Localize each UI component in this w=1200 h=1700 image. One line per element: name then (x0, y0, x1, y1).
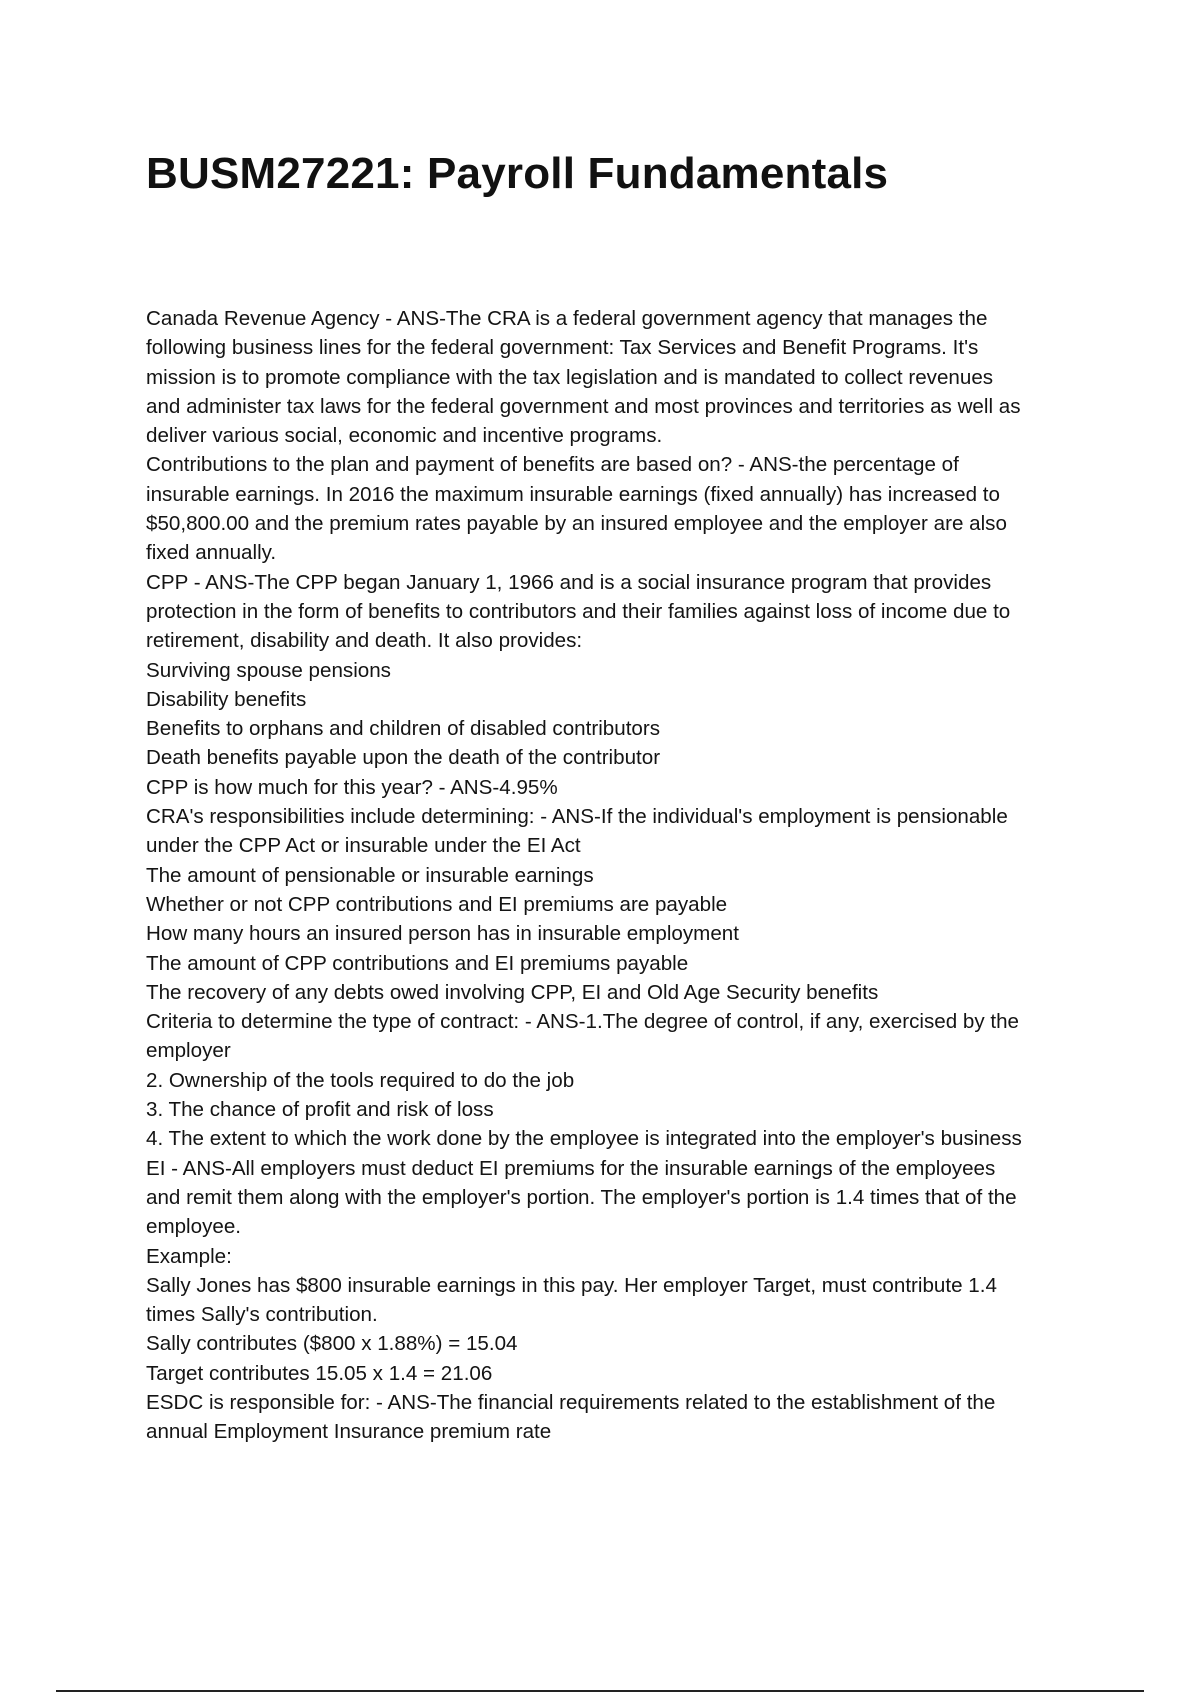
text-line: Target contributes 15.05 x 1.4 = 21.06 (146, 1361, 493, 1385)
text-line: $50,800.00 and the premium rates payable by an insured employee and the employer are also (146, 512, 1007, 536)
text-line: following business lines for the federal government: Tax Services and Benefit Programs. It's (146, 336, 979, 360)
text-line: ESDC is responsible for: - ANS-The financial requirements related to the establishment of the (146, 1390, 996, 1414)
text-line: under the CPP Act or insurable under the EI Act (146, 834, 581, 858)
text-line: annual Employment Insurance premium rate (146, 1420, 552, 1444)
text-line: fixed annually. (146, 541, 277, 565)
text-line: Sally Jones has $800 insurable earnings in this pay. Her employer Target, must contribute 1.4 (146, 1273, 997, 1297)
text-line: CRA's responsibilities include determining: - ANS-If the individual's employment is pensionable (146, 805, 1008, 829)
page-bottom-rule (56, 1690, 1144, 1692)
text-line: Whether or not CPP contributions and EI premiums are payable (146, 892, 728, 916)
text-line: mission is to promote compliance with the tax legislation and is mandated to collect revenues (146, 365, 994, 389)
text-line: 3. The chance of profit and risk of loss (146, 1098, 494, 1122)
text-line: 4. The extent to which the work done by the employee is integrated into the employer's business (146, 1127, 1022, 1151)
text-line: The recovery of any debts owed involving CPP, EI and Old Age Security benefits (146, 980, 879, 1004)
text-line: and administer tax laws for the federal government and most provinces and territories as well as (146, 394, 1021, 418)
text-line: Benefits to orphans and children of disabled contributors (146, 717, 661, 741)
document-body (146, 304, 1096, 1447)
text-line: Death benefits payable upon the death of the contributor (146, 746, 661, 770)
text-line: Example: (146, 1244, 232, 1268)
text-line: employer (146, 1039, 231, 1063)
text-line: CPP is how much for this year? - ANS-4.95% (146, 775, 558, 799)
text-line: Surviving spouse pensions (146, 658, 391, 682)
text-line: Sally contributes ($800 x 1.88%) = 15.04 (146, 1332, 518, 1356)
text-line: deliver various social, economic and incentive programs. (146, 424, 663, 448)
text-line: 2. Ownership of the tools required to do the job (146, 1068, 575, 1092)
text-line: Canada Revenue Agency - ANS-The CRA is a federal government agency that manages the (146, 307, 988, 330)
text-line: Contributions to the plan and payment of benefits are based on? - ANS-the percentage of (146, 453, 959, 477)
text-line: The amount of pensionable or insurable earnings (146, 863, 594, 887)
text-line: retirement, disability and death. It also provides: (146, 629, 583, 653)
text-line: How many hours an insured person has in insurable employment (146, 922, 739, 946)
page-title: BUSM27221: Payroll Fundamentals (146, 149, 889, 198)
text-line: Criteria to determine the type of contract: - ANS-1.The degree of control, if any, exercised by the (146, 1010, 1019, 1034)
text-line: and remit them along with the employer's portion. The employer's portion is 1.4 times that of the (146, 1185, 1017, 1209)
text-line: Disability benefits (146, 687, 307, 711)
text-line: CPP - ANS-The CPP began January 1, 1966 and is a social insurance program that provides (146, 570, 992, 594)
text-line: protection in the form of benefits to contributors and their families against loss of income due to (146, 599, 1011, 623)
text-line: The amount of CPP contributions and EI premiums payable (146, 951, 689, 975)
text-line: employee. (146, 1215, 242, 1239)
text-line: times Sally's contribution. (146, 1303, 378, 1327)
text-line: EI - ANS-All employers must deduct EI premiums for the insurable earnings of the employees (146, 1156, 996, 1180)
text-line: insurable earnings. In 2016 the maximum insurable earnings (fixed annually) has increased to (146, 482, 1000, 506)
